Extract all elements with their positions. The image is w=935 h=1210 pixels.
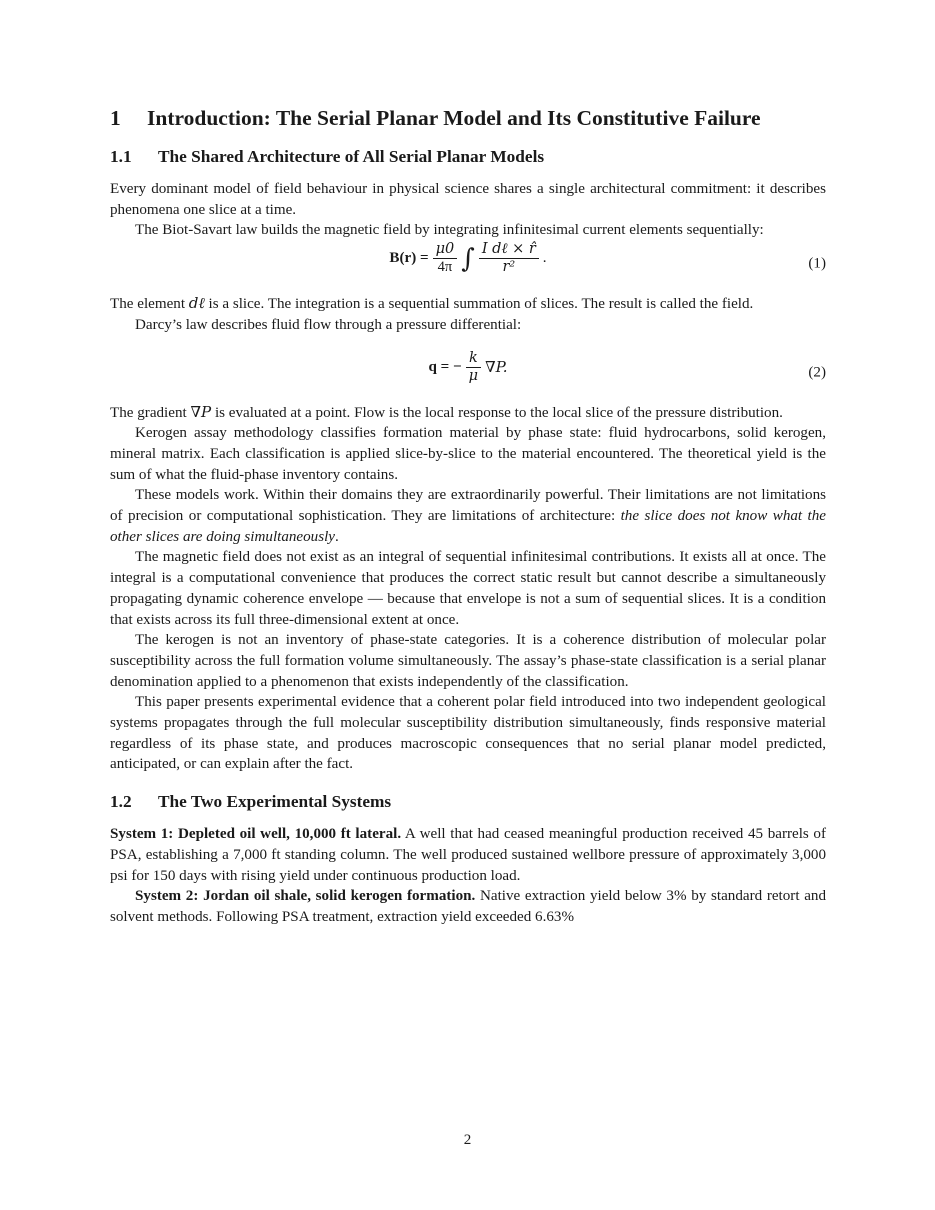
paragraph: The Biot-Savart law builds the magnetic field by integrating infinitesimal current elements sequentially: (135, 222, 764, 239)
fraction-numerator: k (466, 350, 481, 368)
math-dl: dℓ (188, 294, 205, 313)
paper-page (110, 104, 826, 928)
paragraph: Darcy’s law describes fluid flow through a pressure differential: (135, 316, 522, 333)
equation-tail: . (542, 250, 547, 267)
equation-lhs: q = − (428, 358, 462, 375)
paragraph: Kerogen assay methodology classifies formation material by phase state: fluid hydrocarbons, solid kerogen, mineral matrix. Each classification is applied slice-by-slice to the material encountered. The theoretical yield is the sum of what the fluid-phase inventory contains. (110, 425, 826, 483)
system-1-label: System 1: Depleted oil well, 10,000 ft lateral. (110, 826, 402, 843)
paragraph: The magnetic field does not exist as an integral of sequential infinitesimal contributions. It exists all at once. The integral is a computational convenience that produces the correct static result but cannot describe a simultaneously propagating dynamic coherence envelope — because that envelope is not a sum of sequential slices. It is a condition that exists across its full three-dimensional extent at once. (110, 549, 826, 628)
paragraph (110, 485, 826, 547)
subsection-number: 1.2 (110, 792, 132, 812)
paragraph (110, 293, 826, 315)
equation-fraction (466, 350, 481, 385)
equation-body (110, 350, 826, 385)
equation-rhs: ∇P. (485, 358, 508, 377)
math-P: P (201, 402, 212, 421)
text-run: is evaluated at a point. Flow is the local response to the local slice of the pressure distribution. (211, 404, 783, 421)
equation-body (110, 241, 826, 276)
system-1-paragraph (110, 824, 826, 886)
equation-biot-savart (110, 241, 826, 287)
paragraph: The kerogen is not an inventory of phase-state categories. It is a coherence distribution of molecular polar susceptibility across the full formation volume simultaneously. The assay’s phase-state classification is a serial planar denomination applied to a phenomenon that exists independently of the classification. (110, 632, 826, 690)
section-number: 1 (110, 106, 121, 130)
equation-lhs: B(r) = (389, 250, 429, 267)
section-heading (110, 104, 826, 132)
equation-number: (2) (808, 364, 826, 381)
paragraph: Every dominant model of field behaviour in physical science shares a single architectural commitment: it describes phenomena one slice at a time. (110, 181, 826, 218)
fraction-numerator: I dℓ × r̂ (479, 241, 539, 259)
system-2-paragraph (110, 886, 826, 927)
text-run: is a slice. The integration is a sequential summation of slices. The result is called the field. (204, 296, 754, 313)
system-1-text: A well that had ceased meaningful production received 45 barrels of PSA, establishing a 7,000 ft standing column. The well produced sustained wellbore pressure of approximately 3,000 psi for 150 days with rising yield under continuous production load. (110, 826, 826, 884)
paragraph (110, 402, 826, 424)
equation-coefficient (433, 241, 458, 276)
subsection-heading-1-2 (110, 791, 826, 813)
page-number: 2 (463, 1132, 472, 1148)
emphasis-text: the slice does not know what the other slices are doing simultaneously (110, 508, 826, 545)
text-run: . (334, 528, 339, 545)
fraction-denominator: r² (502, 259, 516, 276)
equation-integrand (479, 241, 539, 276)
equation-number: (1) (808, 255, 826, 272)
subsection-title: The Shared Architecture of All Serial Planar Models (158, 147, 545, 166)
section-title: Introduction: The Serial Planar Model and Its Constitutive Failure (147, 106, 761, 130)
subsection-heading-1-1 (110, 146, 826, 168)
system-2-text: Native extraction yield below 3% by standard retort and solvent methods. Following PSA treatment, extraction yield exceeded 6.63% (110, 888, 826, 925)
equation-darcy (110, 350, 826, 396)
integral-sign: ∫ (461, 243, 475, 274)
fraction-denominator: μ (468, 367, 479, 384)
fraction-denominator: 4π (437, 259, 453, 276)
fraction-numerator: μ0 (433, 241, 458, 259)
paragraph: This paper presents experimental evidence that a coherent polar field introduced into two independent geological systems propagates through the full molecular susceptibility distribution simultaneously, finds responsive material regardless of its phase state, and produces macroscopic consequences that no serial planar model predicted, anticipated, or can explain after the fact. (110, 694, 826, 773)
text-run: The gradient ∇ (110, 404, 202, 421)
text-run: The element (110, 296, 189, 313)
text-run: These models work. Within their domains they are extraordinarily powerful. Their limitations are not limitations of precision or computational sophistication. They are limitations of architecture: (110, 487, 826, 525)
subsection-title: The Two Experimental Systems (158, 792, 392, 812)
system-2-label: System 2: Jordan oil shale, solid kerogen formation. (135, 888, 476, 905)
subsection-number: 1.1 (110, 147, 132, 166)
